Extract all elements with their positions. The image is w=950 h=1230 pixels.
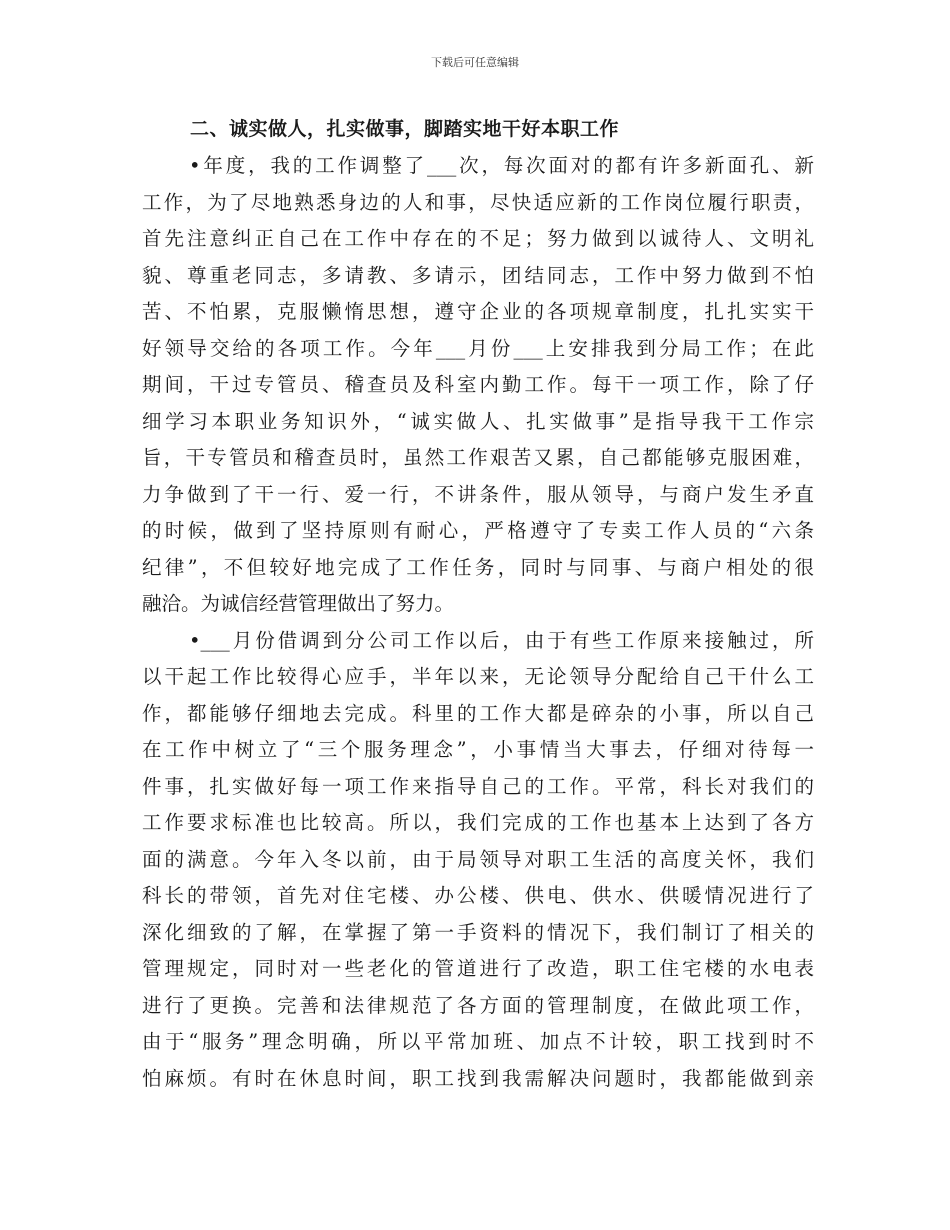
text-line: 旨，干专管员和稽查员时，虽然工作艰苦又累，自己都能够克服困难， [142,446,814,469]
text-line: 细学习本职业务知识外，“诚实做人、扎实做事”是指导我干工作宗 [142,409,814,433]
text-line: 苦、不怕累，克服懒惰思想，遵守企业的各项规章制度，扎扎实实干 [142,300,814,323]
text-line: •年度，我的工作调整了___次，每次面对的都有许多新面孔、新 [189,154,814,177]
paragraph-2 [142,623,814,1098]
text-line: 科长的带领，首先对住宅楼、办公楼、供电、供水、供暖情况进行了 [142,884,814,907]
text-line: 深化细致的了解，在掌握了第一手资料的情况下，我们制订了相关的 [142,920,814,944]
text-line: 件事，扎实做好每一项工作来指导自己的工作。平常，科长对我们的 [142,774,814,798]
text-line: 管理规定，同时对一些老化的管道进行了改造，职工住宅楼的水电表 [142,957,814,980]
page-header: 下载后可任意编辑 [431,56,519,69]
text-line: 工作，为了尽地熟悉身边的人和事，尽快适应新的工作岗位履行职责， [142,190,814,214]
text-line: 首先注意纠正自己在工作中存在的不足；努力做到以诚待人、文明礼 [142,227,814,250]
text-line: 怕麻烦。有时在休息时间，职工找到我需解决问题时，我都能做到亲 [142,1066,814,1090]
text-line: 工作要求标准也比较高。所以，我们完成的工作也基本上达到了各方 [142,811,814,834]
text-line: 纪律”，不但较好地完成了工作任务，同时与同事、与商户相处的很 [142,555,814,579]
text-line: 的时候，做到了坚持原则有耐心，严格遵守了专卖工作人员的“六条 [142,519,814,542]
text-line: 以干起工作比较得心应手，半年以来，无论领导分配给自己干什么工 [142,665,814,688]
text-line: 在工作中树立了“三个服务理念”，小事情当大事去，仔细对待每一 [142,738,814,761]
text-line: 貌、尊重老同志，多请教、多请示，团结同志，工作中努力做到不怕 [142,263,814,287]
text-line: 期间，干过专管员、稽查员及科室内勤工作。每干一项工作，除了仔 [142,373,814,396]
text-line: 好领导交给的各项工作。今年___月份___上安排我到分局工作；在此 [142,336,814,360]
text-line: 面的满意。今年入冬以前，由于局领导对职工生活的高度关怀，我们 [142,847,814,871]
text-line: 作，都能够仔细地去完成。科里的工作大都是碎杂的小事，所以自己 [142,701,814,725]
paragraph-1 [142,148,814,623]
text-line: •___月份借调到分公司工作以后，由于有些工作原来接触过，所 [189,628,814,652]
text-line: 进行了更换。完善和法律规范了各方面的管理制度，在做此项工作， [142,993,814,1017]
body-text [142,148,814,1097]
text-line: 力争做到了干一行、爱一行，不讲条件，服从领导，与商户发生矛直 [142,482,814,506]
section-heading: 二、诚实做人，扎实做事，脚踏实地干好本职工作 [190,118,620,140]
text-line: 由于“服务”理念明确，所以平常加班、加点不计较，职工找到时不 [142,1030,814,1053]
text-line: 融洽。为诚信经营管理做出了努力。 [142,592,455,615]
